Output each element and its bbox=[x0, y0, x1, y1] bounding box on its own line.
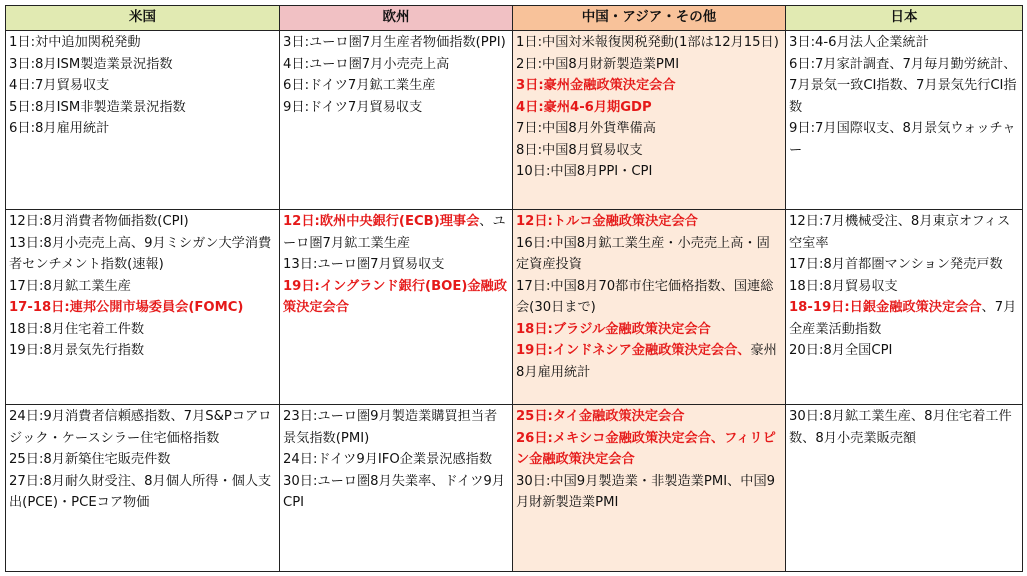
cell-china-asia-other bbox=[513, 31, 786, 210]
cell-us bbox=[6, 405, 280, 572]
event-text: 2日:中国8月財新製造業PMI bbox=[516, 56, 680, 72]
event-text: 1日:対中追加関税発動 bbox=[9, 35, 141, 50]
event-text-highlight: 12日:トルコ金融政策決定会合 bbox=[516, 214, 698, 229]
event-text: 3日:4-6月法人企業統計 bbox=[789, 35, 929, 50]
event-text: 27日:8月耐久財受注、8月個人所得・個人支出(PCE)・PCEコア物価 bbox=[9, 473, 272, 510]
header-us: 米国 bbox=[6, 6, 280, 31]
cell-europe bbox=[280, 31, 513, 210]
event-item bbox=[9, 319, 276, 341]
event-item bbox=[283, 54, 509, 76]
event-text-highlight: 25日:タイ金融政策決定会合 bbox=[516, 409, 685, 424]
table-row bbox=[6, 210, 1023, 405]
header-row bbox=[6, 6, 1023, 31]
event-text: 16日:中国8月鉱工業生産・小売売上高・固定資産投資 bbox=[516, 235, 770, 272]
event-item bbox=[516, 471, 782, 514]
event-item bbox=[516, 276, 782, 319]
event-text-highlight: 3日:豪州金融政策決定会合 bbox=[516, 78, 676, 93]
event-item bbox=[9, 406, 276, 449]
event-text: 3日:8月ISM製造業景況指数 bbox=[9, 56, 173, 72]
cell-europe bbox=[280, 210, 513, 405]
cell-us bbox=[6, 210, 280, 405]
event-text: 3日:ユーロ圏7月生産者物価指数(PPI) bbox=[283, 35, 506, 50]
event-text: 9日:7月国際収支、8月景気ウォッチャー bbox=[789, 121, 1016, 158]
event-item bbox=[516, 75, 782, 97]
event-item bbox=[9, 54, 276, 76]
event-item bbox=[9, 75, 276, 97]
event-text: 24日:9月消費者信頼感指数、7月S&Pコアロジック・ケースシラー住宅価格指数 bbox=[9, 409, 272, 446]
event-item bbox=[516, 161, 782, 183]
event-item bbox=[516, 54, 782, 76]
event-text: 13日:8月小売売上高、9月ミシガン大学消費者センチメント指数(速報) bbox=[9, 235, 272, 272]
event-text: 25日:8月新築住宅販売件数 bbox=[9, 452, 171, 467]
event-item bbox=[283, 276, 509, 319]
event-item bbox=[9, 297, 276, 319]
event-item bbox=[789, 340, 1019, 362]
table-row bbox=[6, 405, 1023, 572]
event-item bbox=[789, 406, 1019, 449]
event-item bbox=[283, 32, 509, 54]
event-text: 12日:7月機械受注、8月東京オフィス空室率 bbox=[789, 214, 1011, 251]
event-text: 6日:7月家計調査、7月毎月勤労統計、7月景気一致CI指数、7月景気先行CI指数 bbox=[789, 56, 1017, 115]
event-text: 19日:8月景気先行指数 bbox=[9, 343, 145, 358]
event-text: 18日:8月貿易収支 bbox=[789, 278, 898, 294]
event-item bbox=[516, 319, 782, 341]
event-text-highlight: 12日:欧州中央銀行(ECB)理事会 bbox=[283, 214, 480, 229]
event-item bbox=[283, 97, 509, 119]
event-text: 7日:中国8月外貨準備高 bbox=[516, 121, 656, 136]
cell-europe bbox=[280, 405, 513, 572]
event-item bbox=[9, 97, 276, 119]
event-text: 10日:中国8月PPI・CPI bbox=[516, 164, 653, 179]
event-item bbox=[516, 97, 782, 119]
event-text-suffix: 、ユーロ圏7月鉱工業生産 bbox=[283, 214, 506, 251]
event-item bbox=[9, 32, 276, 54]
event-text: 20日:8月全国CPI bbox=[789, 343, 893, 358]
event-text: 17日:中国8月70都市住宅価格指数、国連総会(30日まで) bbox=[516, 278, 774, 315]
event-text-highlight: 18-19日:日銀金融政策決定会合 bbox=[789, 300, 982, 315]
cell-china-asia-other bbox=[513, 210, 786, 405]
event-text: 30日:8月鉱工業生産、8月住宅着工件数、8月小売業販売額 bbox=[789, 409, 1012, 446]
economic-calendar-table bbox=[5, 5, 1023, 572]
header-japan: 日本 bbox=[786, 6, 1023, 31]
event-text-highlight: 19日:インドネシア金融政策決定会合、 bbox=[516, 343, 751, 358]
event-text: 6日:ドイツ7月鉱工業生産 bbox=[283, 78, 436, 93]
cell-japan bbox=[786, 405, 1023, 572]
event-text-highlight: 19日:イングランド銀行(BOE)金融政策決定会合 bbox=[283, 278, 507, 315]
event-item bbox=[516, 140, 782, 162]
event-text: 17日:8月鉱工業生産 bbox=[9, 278, 131, 294]
event-item bbox=[283, 75, 509, 97]
event-text: 23日:ユーロ圏9月製造業購買担当者景気指数(PMI) bbox=[283, 409, 498, 446]
event-item bbox=[789, 254, 1019, 276]
cell-japan bbox=[786, 210, 1023, 405]
event-item bbox=[789, 276, 1019, 298]
event-item bbox=[9, 118, 276, 140]
event-item bbox=[789, 118, 1019, 161]
event-item bbox=[9, 340, 276, 362]
event-text: 4日:ユーロ圏7月小売売上高 bbox=[283, 56, 450, 72]
event-item bbox=[516, 32, 782, 54]
event-text: 1日:中国対米報復関税発動(1部は12月15日) bbox=[516, 35, 779, 50]
cell-china-asia-other bbox=[513, 405, 786, 572]
event-item bbox=[9, 211, 276, 233]
event-item bbox=[789, 211, 1019, 254]
event-text: 5日:8月ISM非製造業景況指数 bbox=[9, 99, 186, 115]
event-text: 18日:8月住宅着工件数 bbox=[9, 321, 145, 337]
event-item bbox=[516, 340, 782, 383]
event-item bbox=[9, 471, 276, 514]
header-europe: 欧州 bbox=[280, 6, 513, 31]
event-text: 4日:7月貿易収支 bbox=[9, 78, 110, 93]
event-text-highlight: 4日:豪州4-6月期GDP bbox=[516, 99, 652, 115]
event-item bbox=[789, 32, 1019, 54]
event-text: 6日:8月雇用統計 bbox=[9, 121, 110, 136]
event-text-highlight: 17-18日:連邦公開市場委員会(FOMC) bbox=[9, 300, 244, 315]
event-item bbox=[283, 449, 509, 471]
event-item bbox=[9, 276, 276, 298]
event-text: 30日:中国9月製造業・非製造業PMI、中国9月財新製造業PMI bbox=[516, 473, 776, 510]
event-text-highlight: 26日:メキシコ金融政策決定会合、フィリピン金融政策決定会合 bbox=[516, 430, 776, 467]
event-item bbox=[283, 406, 509, 449]
event-item bbox=[283, 254, 509, 276]
cell-japan bbox=[786, 31, 1023, 210]
table-row bbox=[6, 31, 1023, 210]
event-text-highlight: 18日:ブラジル金融政策決定会合 bbox=[516, 321, 711, 337]
cell-us bbox=[6, 31, 280, 210]
event-item bbox=[283, 211, 509, 254]
header-china-asia-other: 中国・アジア・その他 bbox=[513, 6, 786, 31]
event-text: 13日:ユーロ圏7月貿易収支 bbox=[283, 257, 445, 272]
event-item bbox=[9, 233, 276, 276]
event-item bbox=[516, 406, 782, 428]
event-text-suffix: 、7月全産業活動指数 bbox=[789, 300, 1017, 337]
event-item bbox=[9, 449, 276, 471]
event-item bbox=[789, 297, 1019, 340]
event-item bbox=[283, 471, 509, 514]
event-item bbox=[516, 118, 782, 140]
event-text: 24日:ドイツ9月IFO企業景況感指数 bbox=[283, 452, 493, 467]
event-item bbox=[516, 233, 782, 276]
event-item bbox=[516, 211, 782, 233]
event-text: 30日:ユーロ圏8月失業率、ドイツ9月CPI bbox=[283, 473, 505, 510]
event-text: 17日:8月首都圏マンション発売戸数 bbox=[789, 257, 1003, 272]
event-text: 8日:中国8月貿易収支 bbox=[516, 142, 643, 158]
event-text-suffix: 豪州8月雇用統計 bbox=[516, 343, 777, 380]
event-item bbox=[789, 54, 1019, 119]
event-text: 12日:8月消費者物価指数(CPI) bbox=[9, 214, 189, 229]
event-item bbox=[516, 428, 782, 471]
event-text: 9日:ドイツ7月貿易収支 bbox=[283, 99, 423, 115]
